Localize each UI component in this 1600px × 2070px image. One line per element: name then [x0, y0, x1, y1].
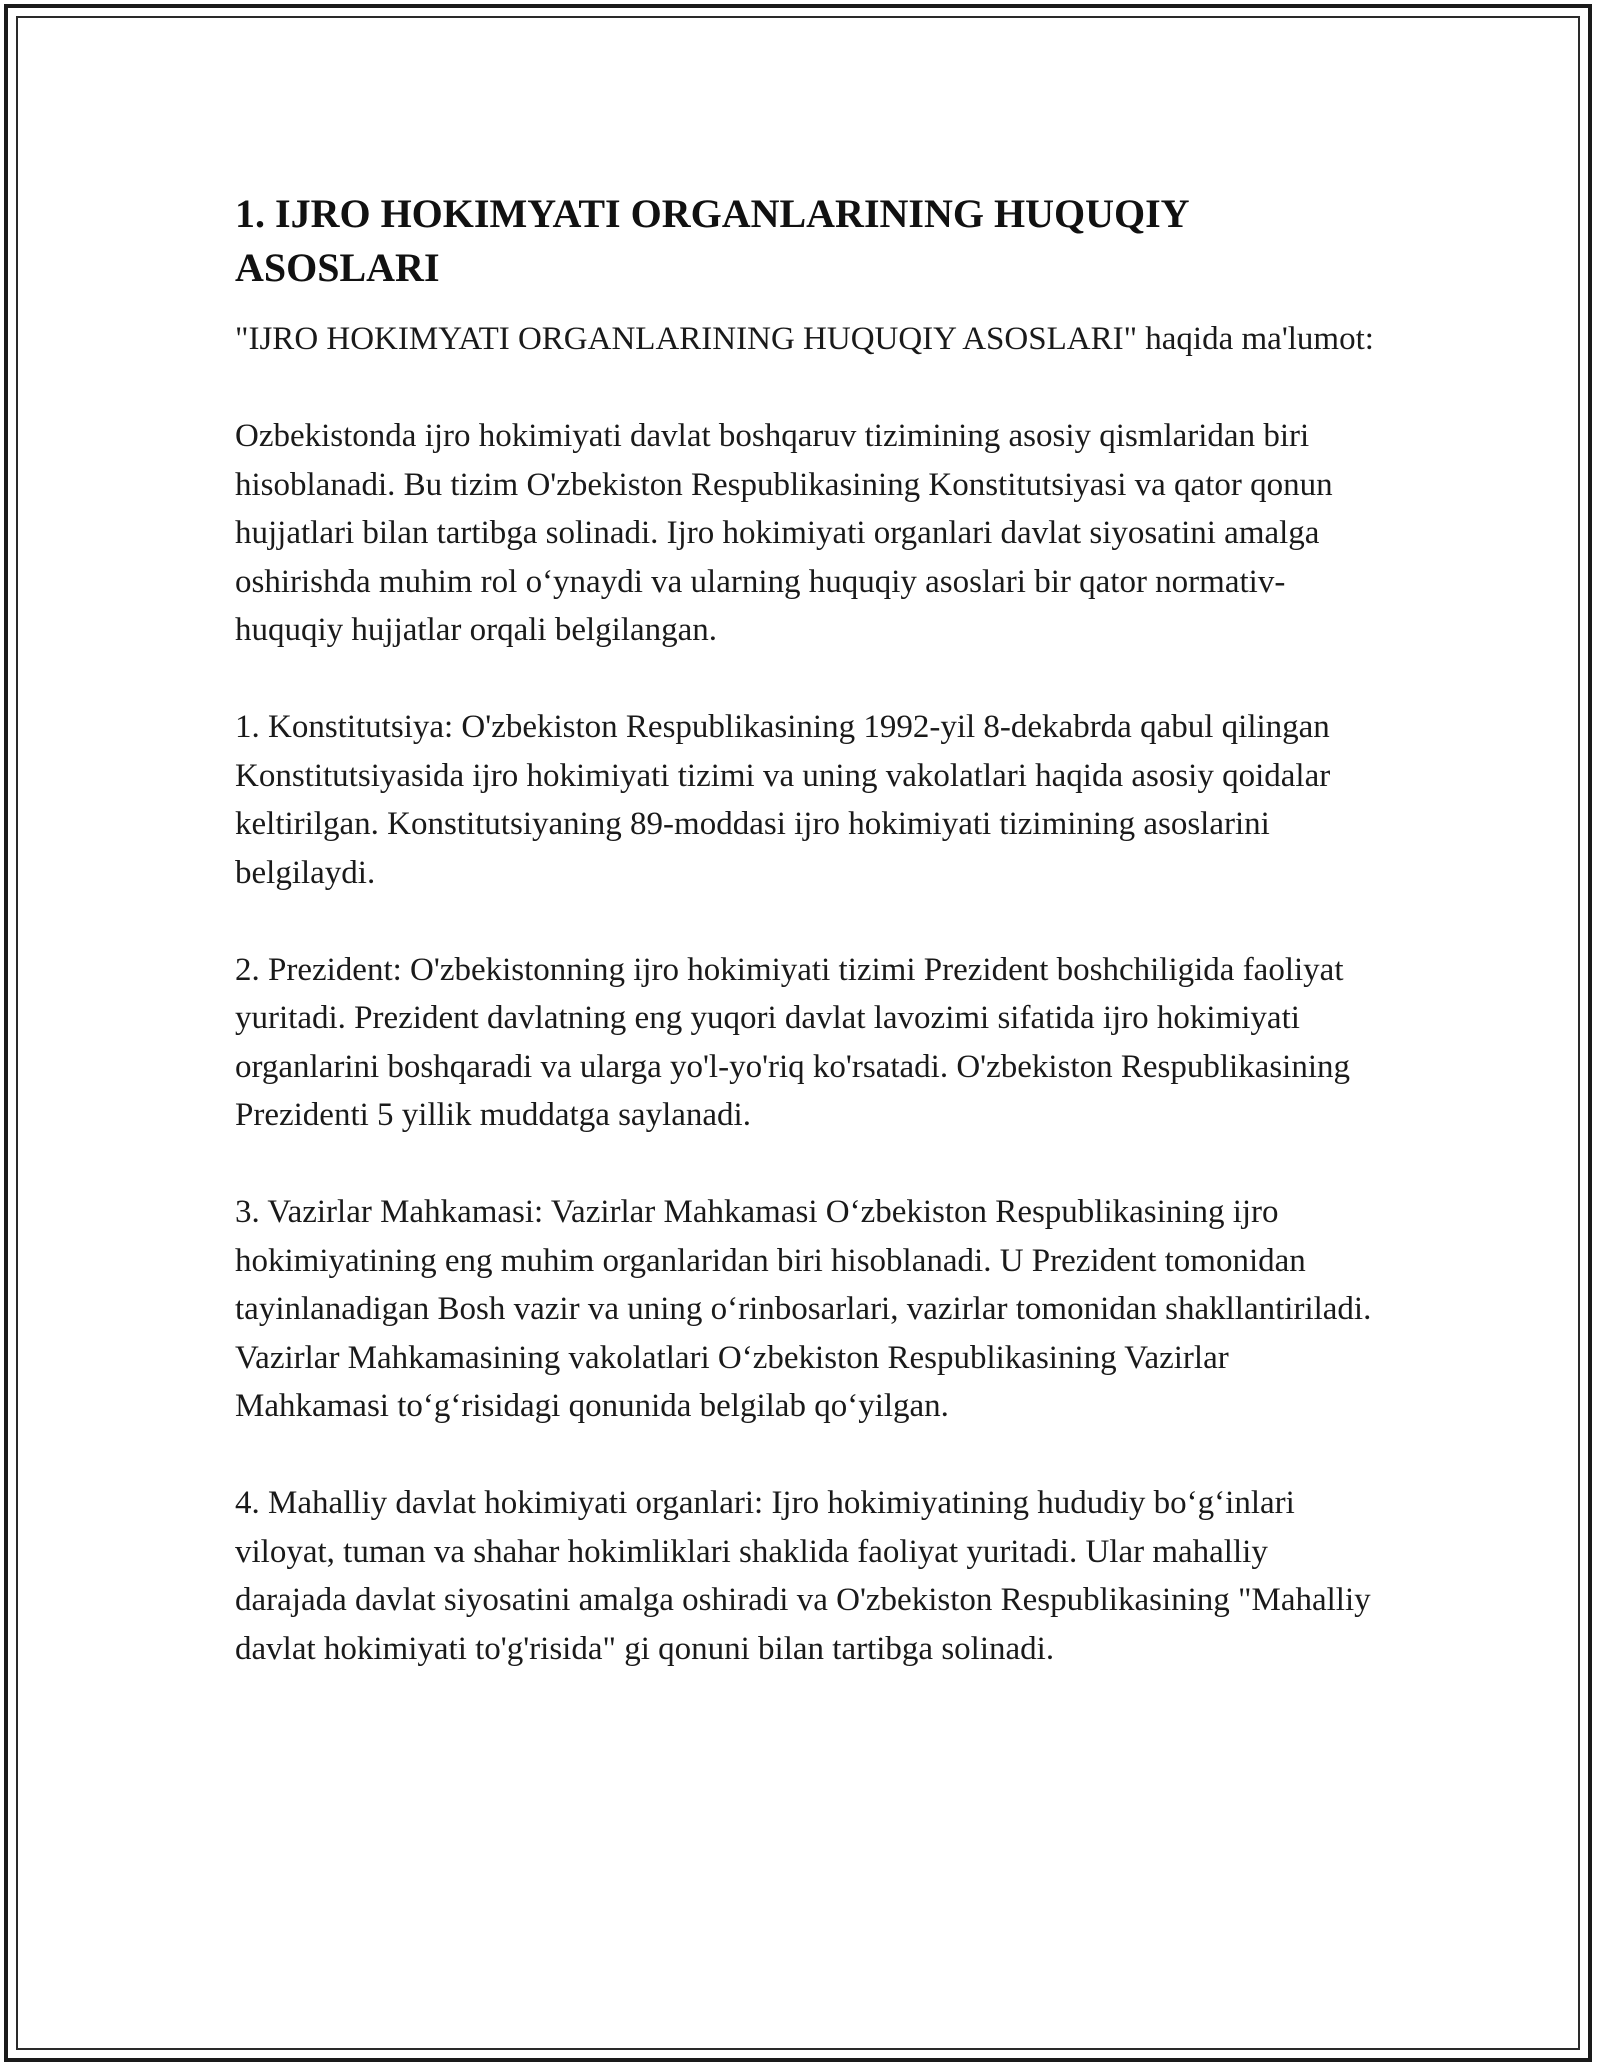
president-paragraph: 2. Prezident: O'zbekistonning ijro hokimiyati tizimi Prezident boshchiligida faoliyat yuritadi. Prezident davlatning eng yuqori davlat lavozimi sifatida ijro hokimiyati organlarini boshqaradi va ularga yo'l-yo'riq ko'rsatadi. O'zbekiston Respublikasining Prezidenti 5 yillik muddatga saylanadi. [235, 951, 1351, 1133]
constitution-paragraph: 1. Konstitutsiya: O'zbekiston Respublikasining 1992-yil 8-dekabrda qabul qilingan Konstitutsiyasida ijro hokimiyati tizimi va uning vakolatlari haqida asosiy qoidalar keltirilgan. Konstitutsiyaning 89-moddasi ijro hokimiyati tizimining asoslarini belgilaydi. [235, 709, 1331, 891]
document-body [235, 187, 1375, 1722]
intro-paragraph: "IJRO HOKIMYATI ORGANLARINING HUQUQIY ASOSLARI" haqida ma'lumot: [235, 321, 1374, 357]
local-government-paragraph: 4. Mahalliy davlat hokimiyati organlari: Ijro hokimiyatining hududiy bo‘g‘inlari viloyat, tuman va shahar hokimliklari shaklida faoliyat yuritadi. Ular mahalliy darajada davlat siyosatini amalga oshiradi va O'zbekiston Respublikasining "Mahalliy davlat hokimiyati to'g'risida" gi qonuni bilan tartibga solinadi. [235, 1485, 1371, 1667]
document-title: 1. IJRO HOKIMYATI ORGANLARINING HUQUQIY ASOSLARI [235, 191, 1189, 290]
cabinet-paragraph: 3. Vazirlar Mahkamasi: Vazirlar Mahkamasi O‘zbekiston Respublikasining ijro hokimiyatining eng muhim organlaridan biri hisoblanadi. U Prezident tomonidan tayinlanadigan Bosh vazir va uning o‘rinbosarlari, vazirlar tomonidan shakllantiriladi. Vazirlar Mahkamasining vakolatlari O‘zbekiston Respublikasining Vazirlar Mahkamasi to‘g‘risidagi qonunida belgilab qo‘yilgan. [235, 1194, 1372, 1424]
overview-paragraph: Ozbekistonda ijro hokimiyati davlat boshqaruv tizimining asosiy qismlaridan biri hisoblanadi. Bu tizim O'zbekiston Respublikasining Konstitutsiyasi va qator qonun hujjatlari bilan tartibga solinadi. Ijro hokimiyati organlari davlat siyosatini amalga oshirishda muhim rol o‘ynaydi va ularning huquqiy asoslari bir qator normativ-huquqiy hujjatlar orqali belgilangan. [235, 418, 1333, 648]
